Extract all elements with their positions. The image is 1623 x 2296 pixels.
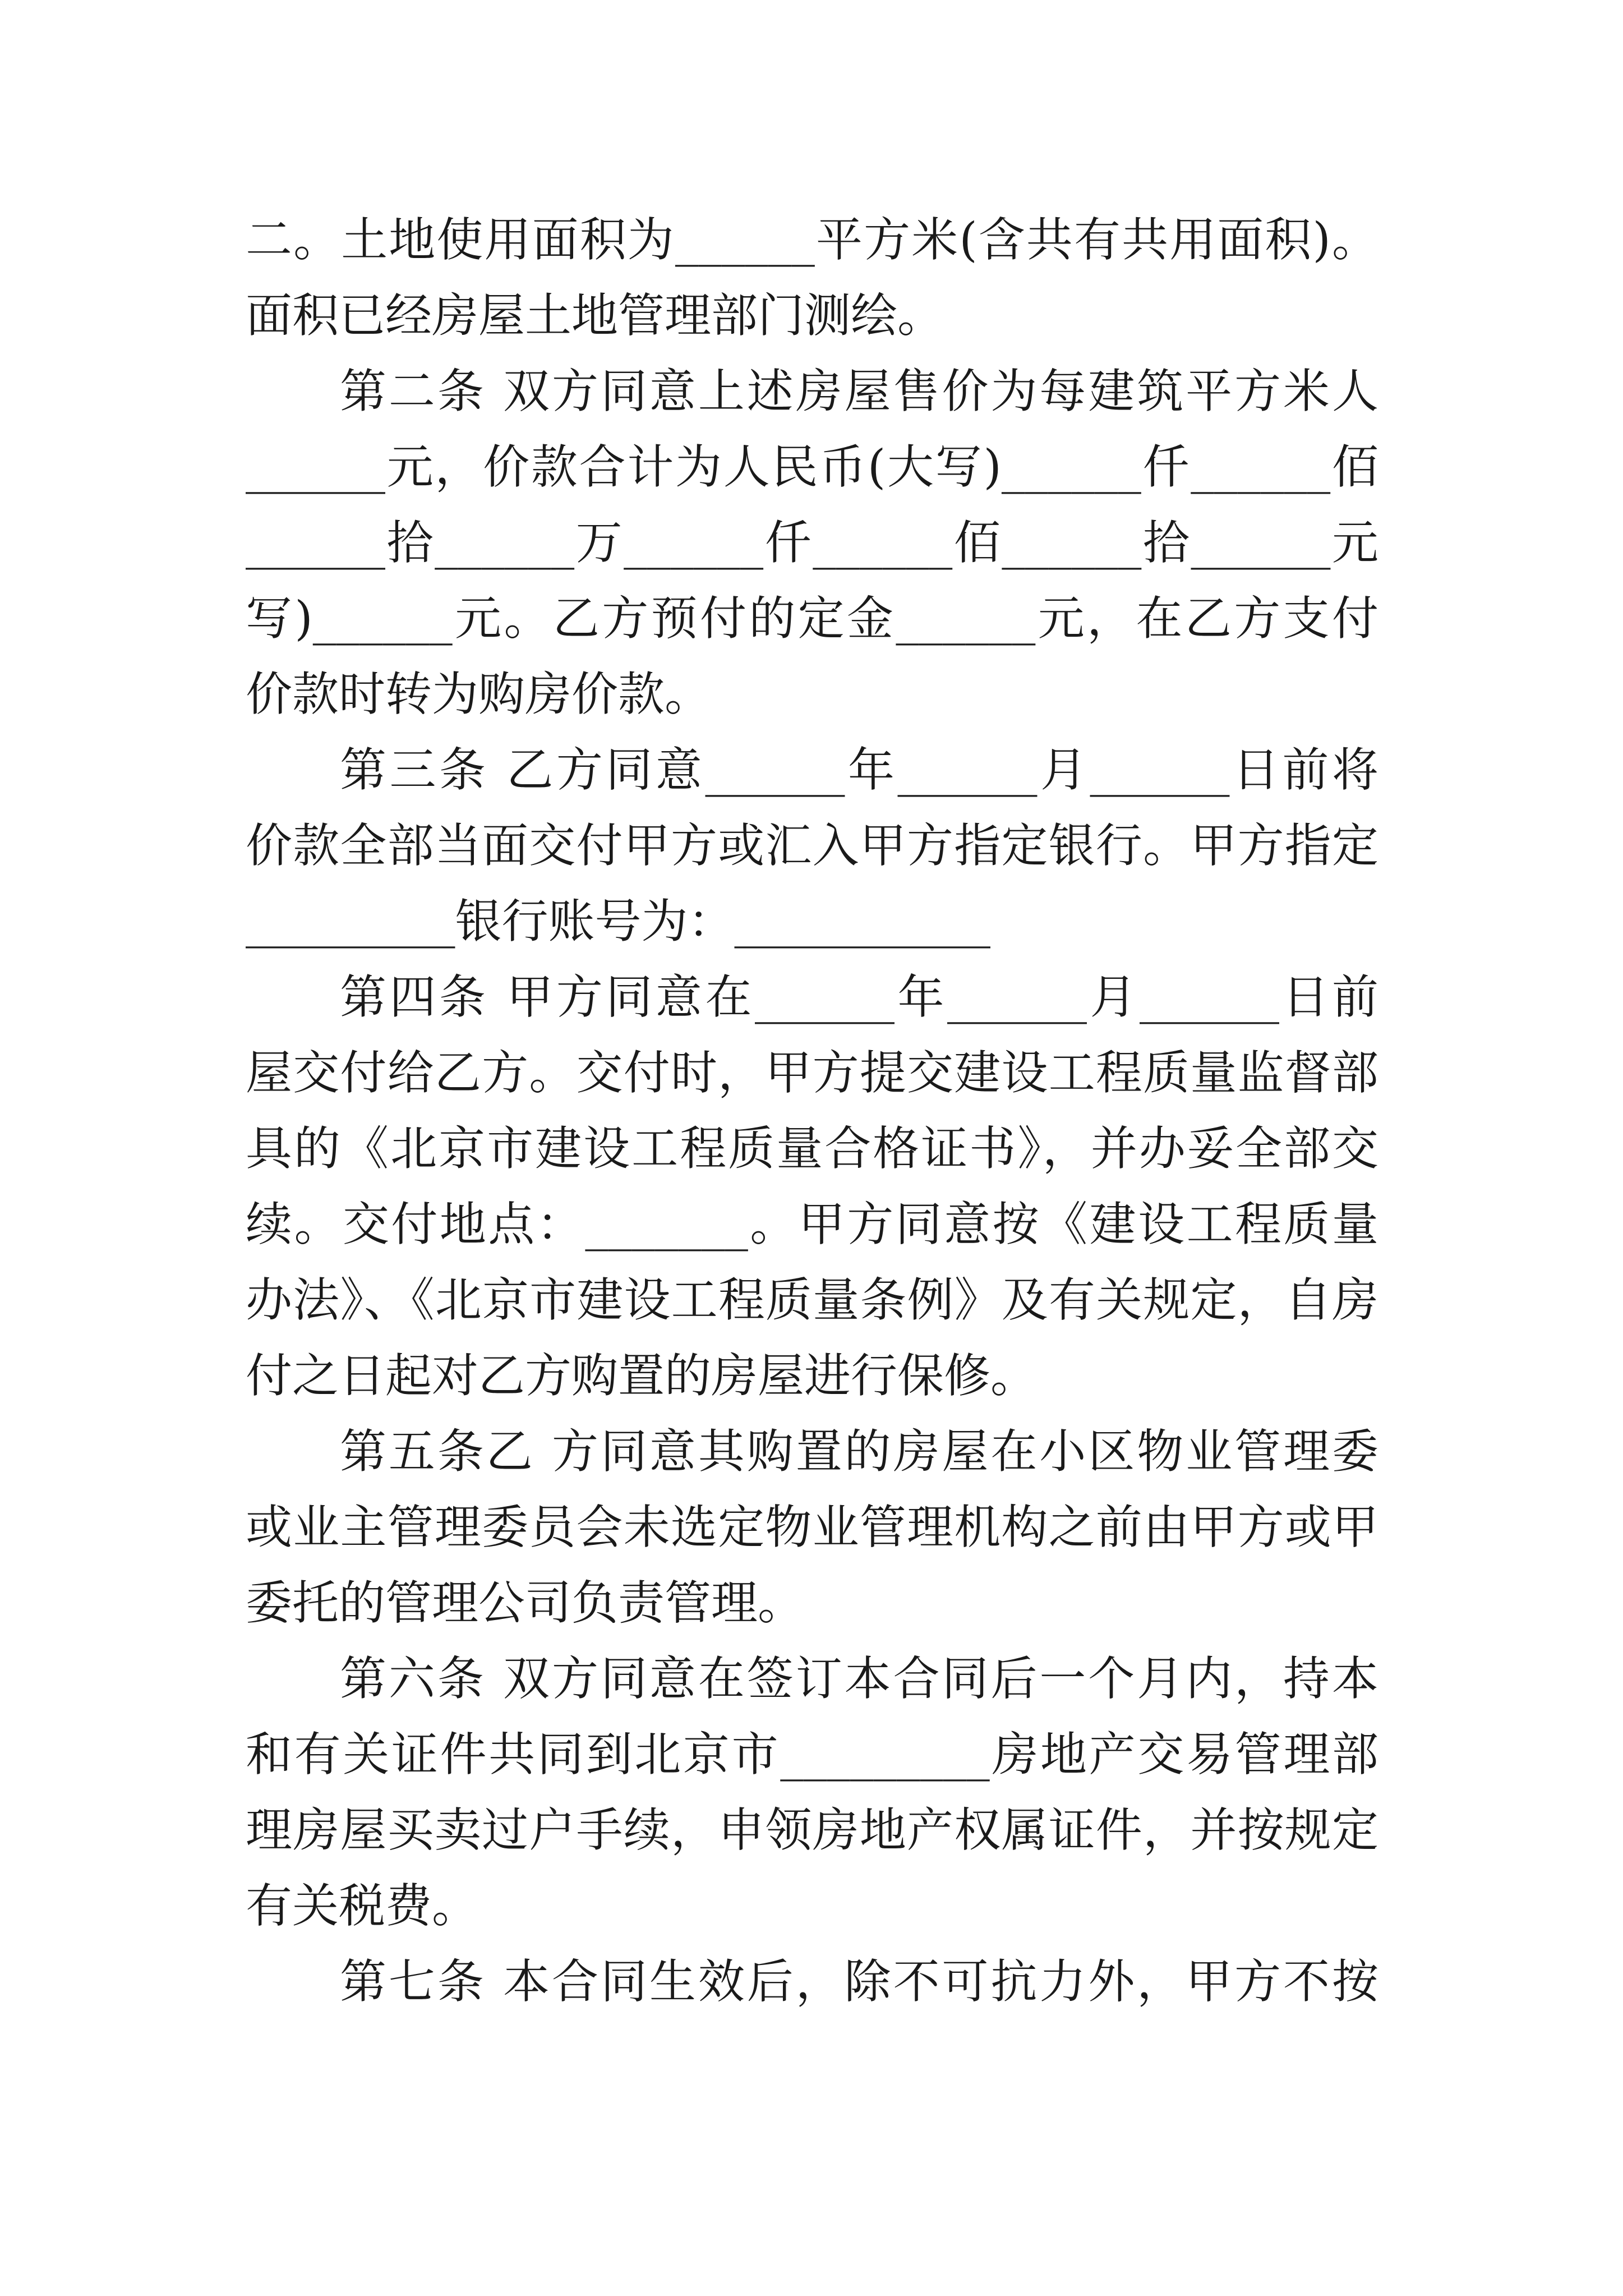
text-line: 和有关证件共同到北京市_________房地产交易管理部 [246,1727,1378,1782]
text-line: _________银行账号为：___________ [246,894,990,949]
text-line: 办法》、《北京市建设工程质量条例》及有关规定，自房 [246,1273,1378,1327]
text-line: 屋交付给乙方。交付时，甲方提交建设工程质量监督部 [246,1046,1378,1100]
text-line: 付之日起对乙方购置的房屋进行保修。 [246,1349,1037,1403]
text-line: 具的《北京市建设工程质量合格证书》，并办妥全部交 [246,1121,1378,1176]
article-6-line: 第六条 双方同意在签订本合同后一个月内，持本 [340,1651,1378,1706]
text-line: ______拾______万______仟______佰______拾______元 [246,516,1378,570]
article-5-line: 第五条乙 方同意其购置的房屋在小区物业管理委 [340,1424,1378,1479]
text-line: 委托的管理公司负责管理。 [246,1576,804,1630]
article-4-line: 第四条 甲方同意在______年______月______日前 [340,970,1378,1024]
text-line: 理房屋买卖过户手续，申领房地产权属证件，并按规定 [246,1803,1378,1857]
article-7-line: 第七条 本合同生效后，除不可抗力外，甲方不按 [340,1954,1378,2009]
text-line: 二。土地使用面积为______平方米(含共有共用面积)。 [246,213,1378,267]
text-line: ______元，价款合计为人民币(大写)______仟______佰 [246,440,1378,494]
text-line: 价款时转为购房价款。 [246,667,711,721]
text-line: 价款全部当面交付甲方或汇入甲方指定银行。甲方指定 [246,818,1378,873]
text-line: 面积已经房屋土地管理部门测绘。 [246,288,944,343]
text-line: 有关税费。 [246,1879,478,1933]
text-line: 写)______元。乙方预付的定金______元，在乙方支付 [246,591,1378,646]
article-3-line: 第三条 乙方同意______年______月______日前将 [340,743,1378,797]
text-line: 或业主管理委员会未选定物业管理机构之前由甲方或甲 [246,1500,1378,1554]
text-line: 续。交付地点：_______。甲方同意按《建设工程质量 [246,1197,1378,1251]
article-2-line: 第二条 双方同意上述房屋售价为每建筑平方米人 [340,364,1378,418]
